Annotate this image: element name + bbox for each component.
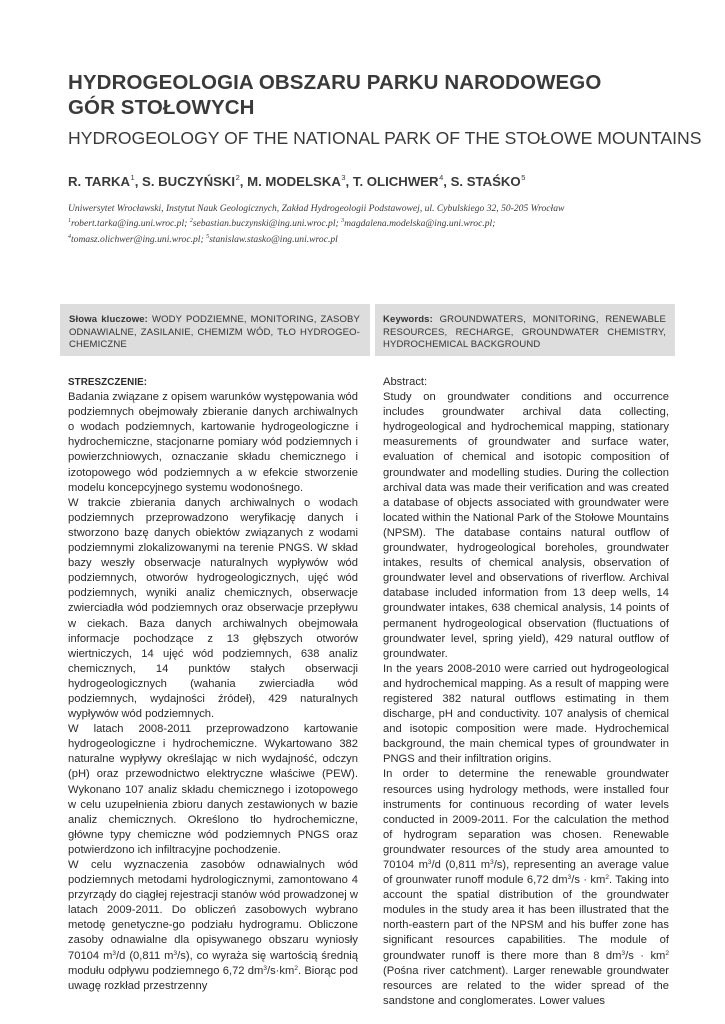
keywords-english-text: GROUNDWATERS, MONITORING, RENEWABLE RESOURCES, RECHARGE, GROUNDWATER CHEMISTRY, HYDROCHEMICAL BACKGROUND xyxy=(383,314,666,351)
author: S. STAŚKO$^5$ xyxy=(450,173,526,189)
author: R. TARKA$^1$, xyxy=(68,173,143,189)
streszczenie-paragraph: W celu wyznaczenia zasobów odnawialnych wód podziemnych metodami hydrologicznymi, zamontowano 4 przyrządy do ciągłej rejestracji stanów wód prowadzonej w latach 2009-2011. Do obliczeń zasobowych wybrano metodę genetyczne-go podziału hydrogramu. Obliczone zasoby odnawialne dla opisywanego obszaru wyniosły 70104 $m^3/d$ (0,811 $m^3/s$), co wyraża się wartością średnią modułu odpływu podziemnego 6,72 $dm^3/s\cdot km^2$. Biorąc pod uwagę rozkład przestrzenny xyxy=(68,859,359,992)
streszczenie-heading: STRESZCZENIE: xyxy=(68,377,148,388)
keywords-polish-box xyxy=(60,304,370,356)
streszczenie-column xyxy=(68,375,358,994)
abstract-heading: Abstract: xyxy=(383,376,428,388)
abstract-column xyxy=(383,375,669,1009)
affiliation-emails-2: $^4$tomasz.olichwer@ing.uni.wroc.pl; $^5$stanislaw.stasko@ing.uni.wroc.pl xyxy=(68,233,338,245)
paper-title-polish-line2: GÓR STOŁOWYCH xyxy=(68,96,255,119)
author: S. BUCZYŃSKI$^2$, xyxy=(142,173,248,189)
abstract-paragraph: Study on groundwater conditions and occurrence includes groundwater archival data collecting, hydrogeological and hydrochemical mapping, stationary measurements of groundwater and surface water, evaluation of chemical and isotopic composition of groundwater and modelling studies. During the collection archival data was made their verification and was created a database of objects associated with groundwater were located within the National Park of the Stołowe Mountains (NPSM). The database contains natural outflow of groundwater, hydrogeological boreholes, groundwater intakes, results of chemical analysis, observation of groundwater level and observations of riverflow. Archival database included information from 13 deep wells, 14 groundwater intakes, 638 chemical analysis, 14 points of permanent hydrogeological observation (fluctuations of groundwater level, spring yield), 429 natural outflow of groundwater. xyxy=(383,391,669,660)
author: M. MODELSKA$^3$, xyxy=(247,173,353,189)
streszczenie-paragraph: W latach 2008-2011 przeprowadzono kartowanie hydrogeologiczne i hydrochemiczne. Wykartowano 382 naturalne wypływy określając w nich wydajność, odczyn (pH) oraz przewodnictwo elektryczne właściwe (PEW). Wykonano 107 analiz składu chemicznego i izotopowego w celu uzupełnienia zbioru danych zestawionych w bazie analiz chemicznych. Określono tło hydrochemiczne, główne typy chemiczne wód podziemnych PNGS oraz potwierdzono ich infiltracyjne pochodzenie. xyxy=(68,723,358,856)
author-list xyxy=(68,169,708,191)
author: T. OLICHWER$^4$, xyxy=(352,173,451,189)
keywords-polish-label: Słowa kluczowe: xyxy=(69,314,148,325)
keywords-english-box xyxy=(375,304,675,356)
affiliation-emails-1: $^1$robert.tarka@ing.uni.wroc.pl; $^2$sebastian.buczynski@ing.uni.wroc.pl; $^3$magdalena.modelska@ing.uni.wroc.pl; xyxy=(68,218,496,230)
affiliation-institution: Uniwersytet Wrocławski, Instytut Nauk Geologicznych, Zakład Hydrogeologii Podstawowej, ul. Cybulskiego 32, 50-205 Wrocław xyxy=(68,203,565,214)
paper-title-polish xyxy=(68,70,668,120)
affiliation-block xyxy=(68,202,668,246)
streszczenie-paragraph: W trakcie zbierania danych archiwalnych o wodach podziemnych przeprowadzono weryfikację danych i stworzono bazę danych obiektów związanych z wodami podziemnymi zlokalizowanymi na terenie PNGS. W skład bazy weszły obserwacje naturalnych wypływów wód podziemnych, otworów hydrogeologicznych, ujęć wód podziemnych, wyniki analiz chemicznych, obserwacje zwierciadła wód podziemnych oraz obserwacje przepływu w ciekach. Baza danych archiwalnych obejmowała informacje pochodzące z 13 głębszych otworów wiertniczych, 14 ujęć wód podziemnych, 638 analiz chemicznych, 14 punktów stałych obserwacji hydrogeologicznych (wahania zwierciadła wód podziemnych, wydajności źródeł), 429 naturalnych wypływów wód podziemnych. xyxy=(68,496,358,721)
keywords-polish-text: WODY PODZIEMNE, MONITORING, ZASOBY ODNAWIALNE, ZASILANIE, CHEMIZM WÓD, TŁO HYDROGEO-CHEMICZNE xyxy=(69,314,360,351)
abstract-paragraph: In order to determine the renewable groundwater resources using hydrology methods, were installed four instruments for continuous recording of water levels conducted in 2009-2011. For the calculation the method of hydrogram separation was chosen. Renewable groundwater resources of the study area amounted to 70104 $m^3/d$ (0,811 $m^3/s$), representing an average value of grounwater runoff module 6,72 $dm^3/s \cdot km^2$. Taking into account the spatial distribution of the groundwater modules in the study area it has been illustrated that the north-eastern part of the NPSM and his buffer zone has significant resources capabilities. The module of groundwater runoff is there more than 8 $dm^3/s \cdot km^2$ (Pośna river catchment). Larger renewable groundwater resources are related to the wider spread of the sandstone and conglomerates. Lower values xyxy=(383,768,670,1007)
streszczenie-paragraph: Badania związane z opisem warunków występowania wód podziemnych obejmowały zbieranie danych archiwalnych o wodach podziemnych, kartowanie hydrogeologiczne i hydrochemiczne, stacjonarne pomiary wód podziemnych i powierzchniowych, oznaczanie składu chemicznego i izotopowego wód podziemnych a w efekcie stworzenie modelu koncepcyjnego systemu wodonośnego. xyxy=(68,391,358,494)
keywords-english-label: Keywords: xyxy=(383,314,433,325)
paper-title-polish-line1: HYDROGEOLOGIA OBSZARU PARKU NARODOWEGO xyxy=(68,71,602,94)
paper-title-english: HYDROGEOLOGY OF THE NATIONAL PARK OF THE STOŁOWE MOUNTAINS xyxy=(68,128,702,148)
abstract-paragraph: In the years 2008-2010 were carried out hydrogeological and hydrochemical mapping. As a result of mapping were registered 382 natural outflows estimating in them discharge, pH and conductivity. 107 analysis of chemical and isotopic composition were made. Hydrochemical background, the main chemical types of groundwater in PNGS and their infiltration origins. xyxy=(383,662,669,766)
